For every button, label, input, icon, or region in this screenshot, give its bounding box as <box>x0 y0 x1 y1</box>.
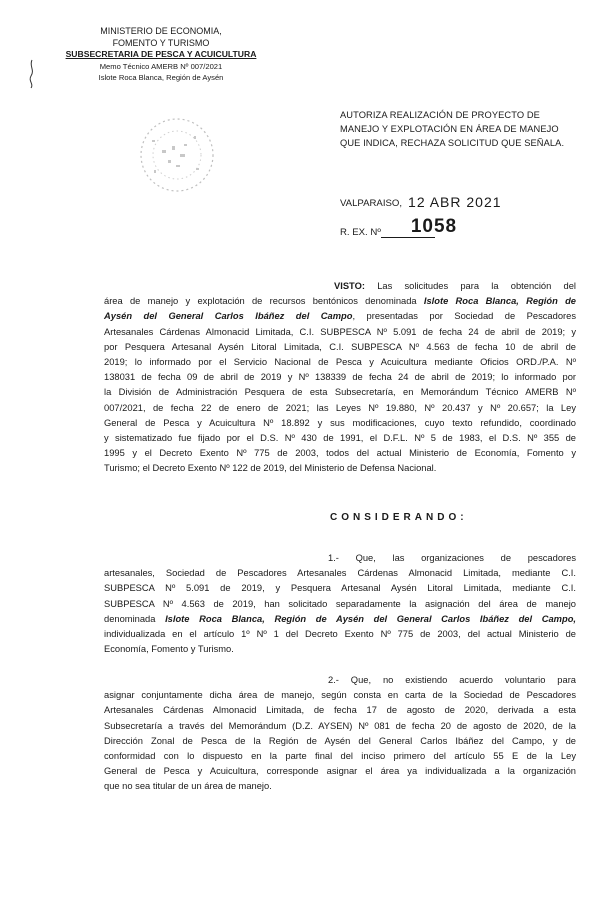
p1-line-6: individualizada en el artículo 1º Nº 1 del Decreto Exento Nº 775 de 2003, del actual Ministerio de <box>104 629 576 640</box>
title-line-3: QUE INDICA, RECHAZA SOLICITUD QUE SEÑALA. <box>340 138 565 148</box>
place-label: VALPARAISO, <box>340 198 403 209</box>
memo-reference: Memo Técnico AMERB Nº 007/2021 <box>99 61 223 71</box>
visto-line-3: Aysén del General Carlos Ibáñez del Campo, presentadas por Sociedad de Pescadores <box>104 311 576 322</box>
rex-number: 1058 <box>410 216 458 237</box>
p1-line-1: 1.- Que, las organizaciones de pescadores <box>328 553 576 563</box>
considerando-heading: CONSIDERANDO: <box>330 512 468 523</box>
visto-line-6: 2019; lo informado por el Servicio Nacional de Pesca y Acuicultura mediante Oficios ORD./P.A. Nº <box>104 357 576 368</box>
rex-number-line <box>381 216 458 238</box>
resolution-number <box>340 216 458 238</box>
p2-line-1: 2.- Que, no existiendo acuerdo voluntario para <box>328 675 576 685</box>
p2-line-3: Artesanales Cárdenas Almonacid Limitada, de fecha 17 de agosto de 2020, derivada a esta <box>104 705 576 716</box>
place-date <box>340 193 502 209</box>
ministry-line-2: FOMENTO Y TURISMO <box>112 37 210 48</box>
location-reference: Islote Roca Blanca, Región de Aysén <box>98 73 224 82</box>
visto-line-8: la División de Administración Pesquera de esta Subsecretaría, en Memorándum Técnico AMERB Nº <box>104 387 576 398</box>
p1-line-7: Economía, Fomento y Turismo. <box>104 644 234 655</box>
title-line-2: MANEJO Y EXPLOTACIÓN EN ÁREA DE MANEJO <box>340 124 559 134</box>
visto-line-10: General de Pesca y Acuicultura Nº 18.892 y sus modificaciones, cuyo texto refundido, coordinado <box>104 417 576 428</box>
p2-line-5: Dirección Zonal de Pesca de la Región de Aysén del General Carlos Ibáñez del Campo, y de <box>104 735 576 746</box>
p1-line-4: SUBPESCA Nº 4.563 de 2019, han solicitado separadamente la asignación del área de manejo <box>104 598 576 609</box>
stamped-date: 12 ABR 2021 <box>408 194 502 210</box>
rex-label: R. EX. Nº <box>340 227 381 238</box>
visto-line-9: 007/2021, de fecha 22 de enero de 2021; las Leyes Nº 19.880, Nº 20.437 y Nº 20.657; la Ley <box>104 402 576 413</box>
visto-label: VISTO: <box>334 281 365 291</box>
handwritten-margin-mark <box>24 58 40 90</box>
p2-line-4: Subsecretaría a través del Memorándum (D.Z. AYSEN) Nº 081 de fecha 20 de agosto de 2020, de la <box>104 720 576 731</box>
visto-line-1: VISTO: Las solicitudes para la obtención del <box>334 281 576 291</box>
visto-line-11: y sistematizado fue fijado por el D.S. Nº 430 de 1991, el D.F.L. Nº 5 de 1983, el D.S. Nº 355 de <box>104 433 576 444</box>
official-seal-stamp-icon <box>132 110 222 200</box>
visto-line-7: 138031 de fecha 09 de abril de 2019 y Nº 138339 de fecha 24 de abril de 2019; lo informado por <box>104 372 576 383</box>
p2-line-2: asignar conjuntamente dicha área de manejo, según consta en carta de la Sociedad de Pescadores <box>104 690 576 701</box>
considerando-paragraph-2 <box>104 673 576 795</box>
title-line-1: AUTORIZA REALIZACIÓN DE PROYECTO DE <box>340 110 540 120</box>
visto-line-4: Artesanales Cárdenas Almonacid Limitada, C.I. SUBPESCA Nº 5.091 de fecha 24 de abril de 2019; y <box>104 326 576 337</box>
p1-line-2: artesanales, Sociedad de Pescadores Artesanales Cárdenas Almonacid Limitada, mediante C.I. <box>104 568 576 579</box>
visto-line-13: Turismo; el Decreto Exento Nº 122 de 2019, del Ministerio de Defensa Nacional. <box>104 463 437 474</box>
p2-line-6: conformidad con lo dispuesto en la parte final del inciso primero del artículo 55 E de la Ley <box>104 751 576 762</box>
subsecretaria-line: SUBSECRETARIA DE PESCA Y ACUICULTURA <box>65 49 257 59</box>
ministry-line-1: MINISTERIO DE ECONOMIA, <box>100 26 222 36</box>
considerando-paragraph-1 <box>104 551 576 657</box>
visto-line-12: 1995 y el Decreto Exento Nº 775 de 2003, todos del actual Ministerio de Economía, Fomento y <box>104 448 576 459</box>
resolution-title <box>340 108 572 150</box>
p1-line-5: denominada Islote Roca Blanca, Región de Aysén del General Carlos Ibáñez del Campo, <box>104 613 576 624</box>
p2-line-7: General de Pesca y Acuicultura, corresponde asignar el área ya individualizada a la organización <box>104 766 576 777</box>
visto-line-5: por Pesquera Artesanal Aysén Litoral Limitada, C.I. SUBPESCA Nº 4.563 de fecha 10 de abril de <box>104 341 576 352</box>
p1-line-3: SUBPESCA Nº 5.091 de 2019, y Pesquera Artesanal Aysén Litoral Limitada, mediante C.I. <box>104 583 576 594</box>
visto-line-2: área de manejo y explotación de recursos bentónicos denominada Islote Roca Blanca, Región de <box>104 296 576 307</box>
visto-paragraph <box>104 279 576 477</box>
letterhead <box>56 26 266 84</box>
p2-line-8: que no sea titular de un área de manejo. <box>104 781 272 792</box>
